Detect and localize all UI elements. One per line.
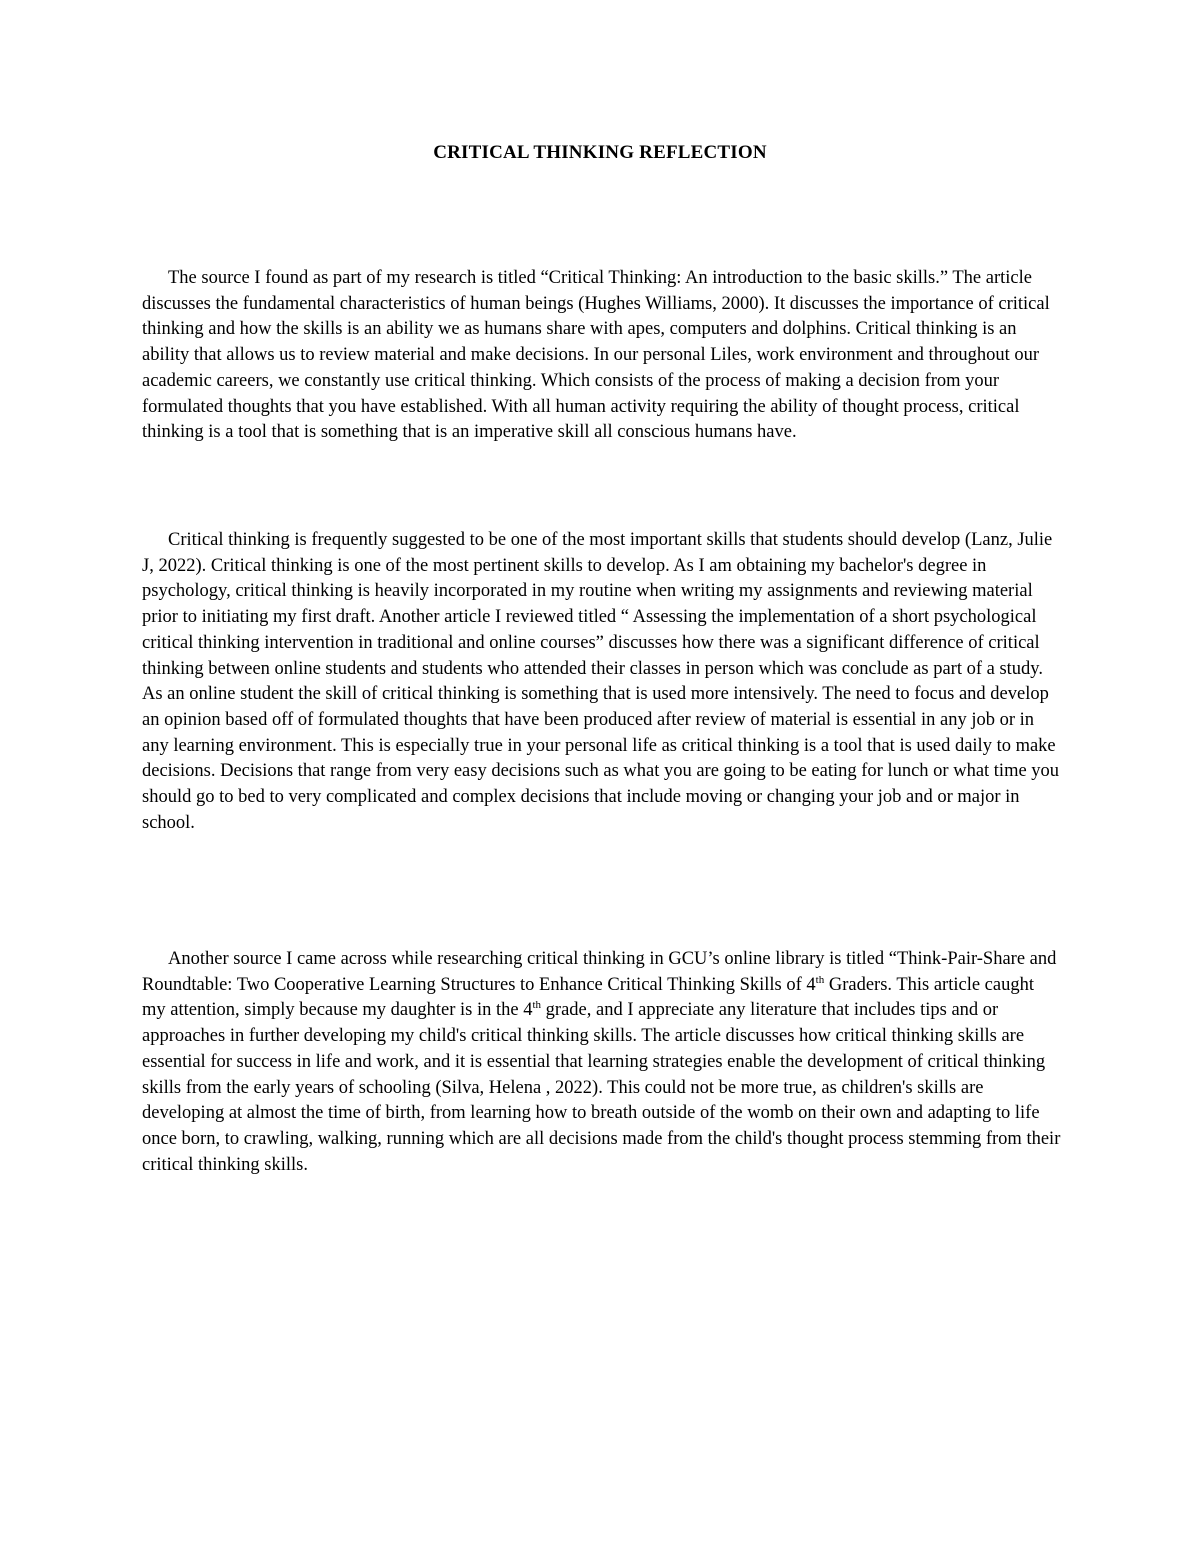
paragraph-3-text-part-3: grade, and I appreciate any literature that includes tips and or approaches in further developing my child's critical thinking skills. The article discusses how critical thinking skills are essential for success in life and work, and it is essential that learning strategies enable the development of critical thinking skills from the early years of schooling (Silva, Helena , 2022). This could not be more true, as children's skills are developing at almost the time of birth, from learning how to breath outside of the womb on their own and adapting to life once born, to crawling, walking, running which are all decisions made from the child's thought process stemming from their critical thinking skills. (142, 1000, 1061, 1175)
ordinal-suffix: th (532, 999, 542, 1012)
document-title: CRITICAL THINKING REFLECTION (433, 142, 767, 163)
ordinal-suffix: th (815, 973, 825, 986)
paragraph-2: Critical thinking is frequently suggested to be one of the most important skills that students should develop (Lanz, Julie J, 2022). Critical thinking is one of the most pertinent skills to develop. As I am obtaining my bachelor's degree in psychology, critical thinking is heavily incorporated in my routine when writing my assignments and reviewing material prior to initiating my first draft. Another article I reviewed titled “ Assessing the implementation of a short psychological critical thinking intervention in traditional and online courses” discusses how there was a significant difference of critical thinking between online students and students who attended their classes in person which was conclude as part of a study. As an online student the skill of critical thinking is something that is used more intensively. The need to focus and develop an opinion based off of formulated thoughts that have been produced after review of material is essential in any job or in any learning environment. This is especially true in your personal life as critical thinking is a tool that is used daily to make decisions. Decisions that range from very easy decisions such as what you are going to be eating for lunch or what time you should go to bed to very complicated and complex decisions that include moving or changing your job and or major in school. (142, 530, 1060, 833)
paragraph-3 (142, 947, 1062, 1178)
paragraph-3-text-part-1: Another source I came across while researching critical thinking in GCU’s online library is titled “Think-Pair-Share and Roundtable: Two Cooperative Learning Structures to Enhance Critical Thinking Skills of 4 (142, 949, 1057, 995)
paragraph-3-text-part-2: Graders. This article caught my attention, simply because my daughter is in the 4 (142, 974, 1034, 1021)
paragraph-1: The source I found as part of my research is titled “Critical Thinking: An introduction to the basic skills.” The article discusses the fundamental characteristics of human beings (Hughes Williams, 2000). It discusses the importance of critical thinking and how the skills is an ability we as humans share with apes, computers and dolphins. Critical thinking is an ability that allows us to review material and make decisions. In our personal Liles, work environment and throughout our academic careers, we constantly use critical thinking. Which consists of the process of making a decision from your formulated thoughts that you have established. With all human activity requiring the ability of thought process, critical thinking is a tool that is something that is an imperative skill all conscious humans have. (142, 268, 1050, 443)
